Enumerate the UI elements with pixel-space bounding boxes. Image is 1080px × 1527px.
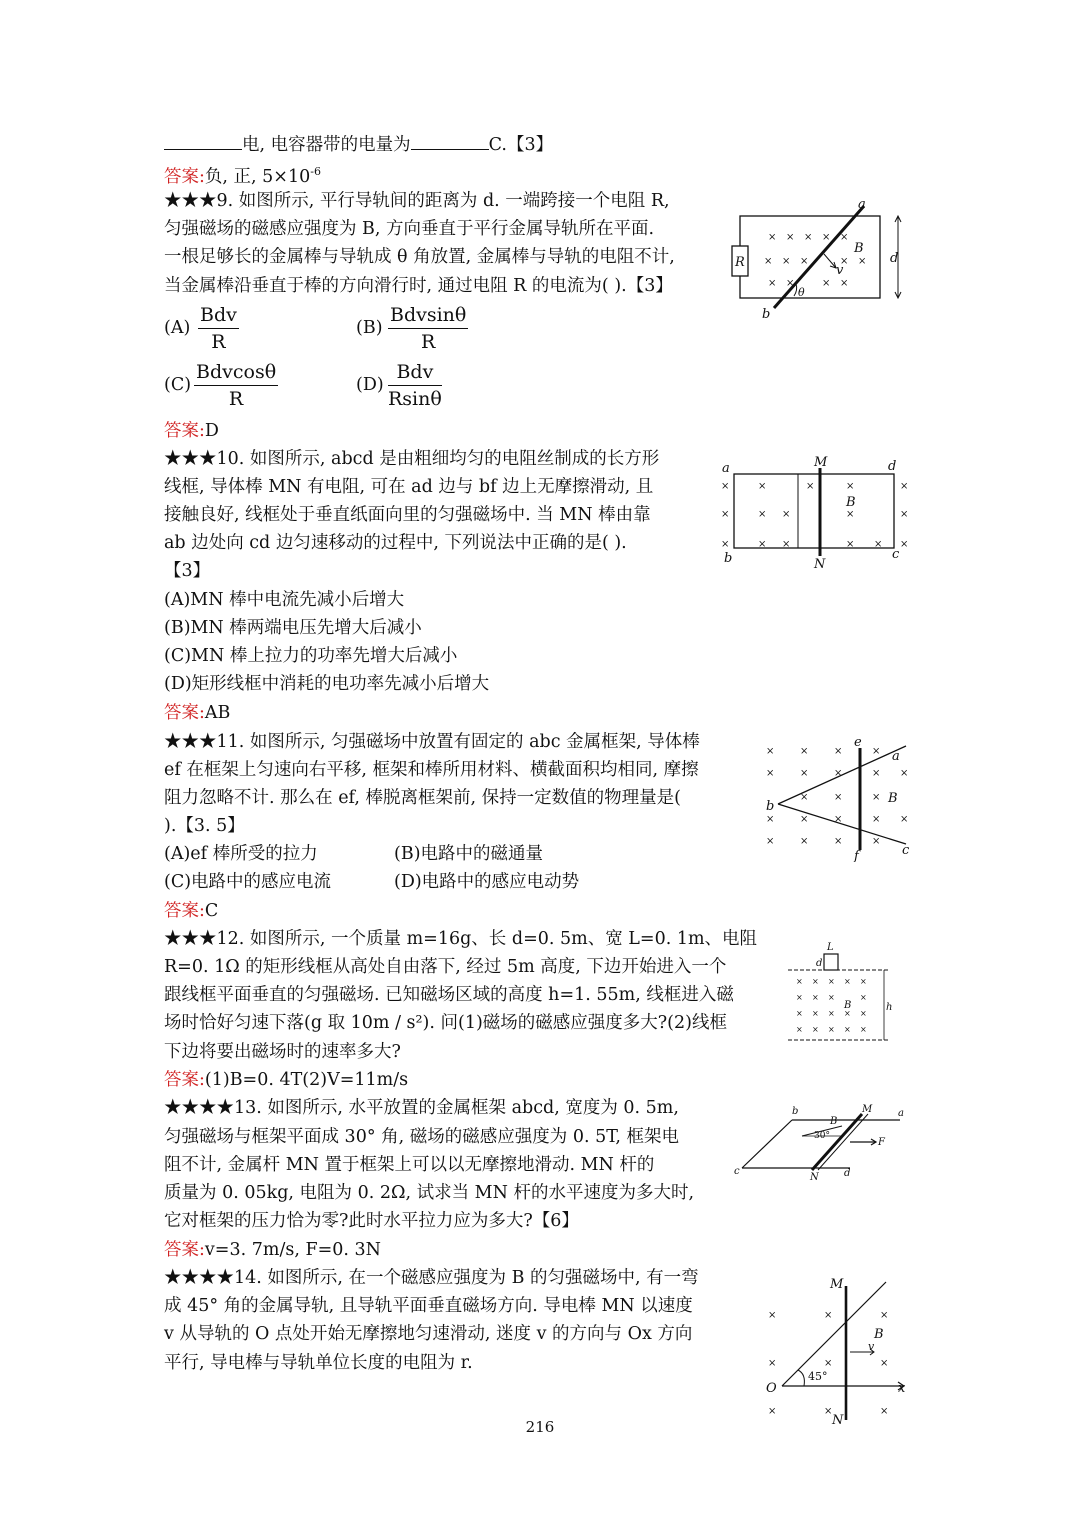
q9-option-b-fraction: Bdvsinθ R [390,304,467,353]
q9-option-d-fraction: Bdv Rsinθ [388,361,442,410]
q12-line-4: 场时恰好匀速下落(g 取 10m / s²). 问(1)磁场的磁感应强度多大?(2)线框 [164,1013,727,1033]
cross-mark: × [860,1009,867,1018]
angle-arc [798,1370,804,1386]
label-m: M [862,1104,873,1115]
label-v: v [836,263,844,278]
q11-figure [760,736,920,862]
cross-mark: × [764,256,773,267]
q10-option-a: (A)MN 棒中电流先减小后增大 [164,590,405,610]
cross-mark: × [900,768,909,779]
cross-mark: × [800,256,809,267]
cross-mark: × [858,256,867,267]
label-b: b [766,799,775,814]
label-x: x [898,1381,906,1396]
cross-mark: × [900,481,909,492]
q10-option-d: (D)矩形线框中消耗的电功率先减小后增大 [164,674,490,694]
cross-mark: × [872,836,881,847]
cross-mark: × [872,792,881,803]
cross-mark: × [846,509,855,520]
label-a: a [892,749,900,764]
cross-mark: × [766,836,775,847]
q9-option-a-label: (A) [164,318,191,338]
cross-mark: × [824,1358,833,1369]
q9-line-1: ★★★9. 如图所示, 平行导轨间的距离为 d. 一端跨接一个电阻 R, [164,191,670,211]
cross-mark: × [800,746,809,757]
cross-mark: × [834,746,843,757]
cross-mark: × [782,256,791,267]
cross-mark: × [834,814,843,825]
q12-answer: 答案:(1)B=0. 4T(2)V=11m/s [164,1070,409,1090]
q10-option-b: (B)MN 棒两端电压先增大后减小 [164,618,422,638]
q14-figure [760,1270,920,1428]
label-f: F [878,1137,885,1148]
q10-option-c: (C)MN 棒上拉力的功率先增大后减小 [164,646,458,666]
q14-line-1: ★★★★14. 如图所示, 在一个磁感应强度为 B 的匀强磁场中, 有一弯 [164,1268,699,1288]
label-d: d [890,251,899,266]
label-angle: 45° [808,1370,828,1383]
cross-mark: × [796,1009,803,1018]
label-b: b [792,1106,799,1117]
cross-mark: × [860,977,867,986]
label-d: d [844,1168,851,1179]
q10-diagram [716,454,916,570]
label-field-b: B [888,791,898,806]
cross-mark: × [800,768,809,779]
label-m: M [830,1277,844,1292]
answer-blank [411,131,489,150]
cross-mark: × [840,232,849,243]
q8-tail-line: 电, 电容器带的电量为 C.【3】 [164,131,553,158]
cross-mark: × [806,481,815,492]
q11-option-d: (D)电路中的感应电动势 [394,872,580,892]
label-c: c [734,1166,740,1177]
cross-mark: × [782,509,791,520]
q11-line-4: ).【3. 5】 [164,816,245,836]
q9-figure [728,196,910,324]
cross-mark: × [768,1358,777,1369]
cross-mark: × [721,481,730,492]
cross-mark: × [766,746,775,757]
q11-option-c: (C)电路中的感应电流 [164,872,332,892]
cross-mark: × [860,993,867,1002]
cross-mark: × [768,1406,777,1417]
label-h: h [886,1002,893,1013]
cross-mark: × [828,977,835,986]
label-c: c [892,547,900,562]
cross-mark: × [800,814,809,825]
q13-line-5: 它对框架的压力恰为零?此时水平拉力应为多大?【6】 [164,1211,579,1231]
cross-mark: × [834,836,843,847]
q10-line-3: 接触良好, 线框处于垂直纸面向里的匀强磁场中. 当 MN 棒由靠 [164,505,651,525]
cross-mark: × [824,1406,833,1417]
cross-mark: × [900,814,909,825]
answer-blank [164,131,242,150]
q14-line-2: 成 45° 角的金属导轨, 且导轨平面垂直磁场方向. 导电棒 MN 以速度 [164,1296,693,1316]
cross-mark: × [782,539,791,550]
q14-line-4: 平行, 导电棒与导轨单位长度的电阻为 r. [164,1353,473,1373]
label-o: O [766,1381,777,1396]
cross-mark: × [758,509,767,520]
q13-answer: 答案:v=3. 7m/s, F=0. 3N [164,1240,381,1260]
cross-mark: × [900,509,909,520]
label-field-b: B [830,1116,838,1127]
q14-line-3: v 从导轨的 O 点处开始无摩擦地匀速滑动, 迷度 v 的方向与 Ox 方向 [164,1324,693,1344]
label-angle: 30° [814,1131,830,1141]
cross-mark: × [768,278,777,289]
cross-mark: × [880,1406,889,1417]
cross-mark: × [880,1310,889,1321]
cross-mark: × [846,539,855,550]
q11-line-2: ef 在框架上匀速向右平移, 框架和棒所用材料、横截面积均相同, 摩擦 [164,760,699,780]
label-field-b: B [854,241,864,256]
q9-diagram [728,196,910,324]
cross-mark: × [840,278,849,289]
label-b: b [762,307,771,322]
q10-line-4: ab 边处向 cd 边匀速移动的过程中, 下列说法中正确的是( ). [164,533,627,553]
cross-mark: × [822,232,831,243]
cross-mark: × [721,509,730,520]
label-l: L [827,942,834,953]
cross-mark: × [758,539,767,550]
label-n: N [814,557,826,570]
q9-option-d-label: (D) [356,375,384,395]
label-v: v [868,1340,875,1353]
cross-mark: × [900,539,909,550]
cross-mark: × [800,836,809,847]
cross-mark: × [796,1025,803,1034]
cross-mark: × [844,1009,851,1018]
cross-mark: × [840,256,849,267]
q10-line-2: 线框, 导体棒 MN 有电阻, 可在 ad 边与 bf 边上无摩擦滑动, 且 [164,477,654,497]
cross-mark: × [874,539,883,550]
q12-line-1: ★★★12. 如图所示, 一个质量 m=16g、长 d=0. 5m、宽 L=0. 1m、电阻 [164,929,758,949]
cross-mark: × [804,232,813,243]
label-n: N [832,1413,844,1428]
cross-mark: × [834,768,843,779]
q11-line-3: 阻力忽略不计. 那么在 ef, 棒脱离框架前, 保持一定数值的物理量是( [164,788,681,808]
q11-answer: 答案:C [164,901,219,921]
q9-line-4: 当金属棒沿垂直于棒的方向滑行时, 通过电阻 R 的电流为( ).【3】 [164,276,673,296]
label-n: N [810,1172,819,1183]
q9-option-c-fraction: Bdvcosθ R [196,361,277,410]
cross-mark: × [860,1025,867,1034]
q12-figure [786,938,896,1048]
cross-mark: × [872,768,881,779]
label-e: e [854,736,862,750]
q12-line-2: R=0. 1Ω 的矩形线框从高处自由落下, 经过 5m 高度, 下边开始进入一个 [164,957,727,977]
label-a: a [898,1108,904,1119]
q11-option-b: (B)电路中的磁通量 [394,844,544,864]
cross-mark: × [812,1009,819,1018]
velocity-arrow [824,254,836,268]
label-b: b [724,551,733,566]
rectangular-coil [824,954,838,970]
q11-option-a: (A)ef 棒所受的拉力 [164,844,318,864]
label-c: c [902,843,910,858]
q13-line-3: 阻不计, 金属杆 MN 置于框架上可以以无摩擦地滑动. MN 杆的 [164,1155,655,1175]
q13-figure [730,1100,910,1190]
label-m: M [814,455,828,470]
cross-mark: × [872,814,881,825]
cross-mark: × [828,993,835,1002]
cross-mark: × [844,977,851,986]
label-r: R [735,255,745,270]
q11-line-1: ★★★11. 如图所示, 匀强磁场中放置有固定的 abc 金属框架, 导体棒 [164,732,700,752]
q9-option-b-label: (B) [356,318,383,338]
cross-mark: × [812,993,819,1002]
cross-mark: × [786,232,795,243]
q8-answer: 答案:负, 正, $5\times 10^{-6}$ [164,165,321,187]
cross-mark: × [766,814,775,825]
q10-line-1: ★★★10. 如图所示, abcd 是由粗细均匀的电阻丝制成的长方形 [164,449,660,469]
q13-diagram [730,1100,910,1190]
cross-mark: × [768,232,777,243]
q13-line-4: 质量为 0. 05kg, 电阻为 0. 2Ω, 试求当 MN 杆的水平速度为多大时, [164,1183,695,1203]
cross-mark: × [846,481,855,492]
cross-mark: × [824,1310,833,1321]
label-a: a [858,197,866,212]
label-field-b: B [846,495,856,510]
q13-line-2: 匀强磁场与框架平面成 30° 角, 磁场的磁感应强度为 0. 5T, 框架电 [164,1127,679,1147]
q13-line-1: ★★★★13. 如图所示, 水平放置的金属框架 abcd, 宽度为 0. 5m, [164,1098,679,1118]
cross-mark: × [796,993,803,1002]
q9-line-2: 匀强磁场的磁感应强度为 B, 方向垂直于平行金属导轨所在平面. [164,219,655,239]
q10-answer: 答案:AB [164,703,231,723]
cross-mark: × [812,1025,819,1034]
cross-mark: × [812,977,819,986]
cross-mark: × [822,278,831,289]
label-d: d [816,958,823,969]
cross-mark: × [721,539,730,550]
label-field-b: B [874,1327,884,1342]
q9-line-3: 一根足够长的金属棒与导轨成 θ 角放置, 金属棒与导轨的电阻不计, [164,247,675,267]
q10-figure [716,454,916,570]
q9-option-a-fraction: Bdv R [200,304,237,353]
cross-mark: × [768,1310,777,1321]
q12-line-3: 跟线框平面垂直的匀强磁场. 已知磁场区域的高度 h=1. 55m, 线框进入磁 [164,985,734,1005]
page-number: 216 [525,1418,555,1436]
label-field-b: B [844,1000,852,1011]
label-a: a [722,461,730,476]
label-f: f [854,849,859,862]
cross-mark: × [828,1009,835,1018]
label-theta: θ [798,286,805,299]
cross-mark: × [786,278,795,289]
q14-diagram [760,1270,920,1428]
q11-diagram [760,736,920,862]
cross-mark: × [872,746,881,757]
q9-answer: 答案:D [164,421,219,441]
q12-line-5: 下边将要出磁场时的速率多大? [164,1042,401,1062]
cross-mark: × [766,768,775,779]
cross-mark: × [800,792,809,803]
label-d: d [888,459,897,474]
cross-mark: × [758,481,767,492]
cross-mark: × [796,977,803,986]
cross-mark: × [880,1358,889,1369]
q10-line-5: 【3】 [164,561,211,581]
cross-mark: × [844,1025,851,1034]
cross-mark: × [834,792,843,803]
q9-option-c-label: (C) [164,375,192,395]
q12-diagram [786,938,896,1048]
diagonal-rail [782,1282,889,1386]
rail-bc [742,1120,792,1168]
cross-mark: × [828,1025,835,1034]
